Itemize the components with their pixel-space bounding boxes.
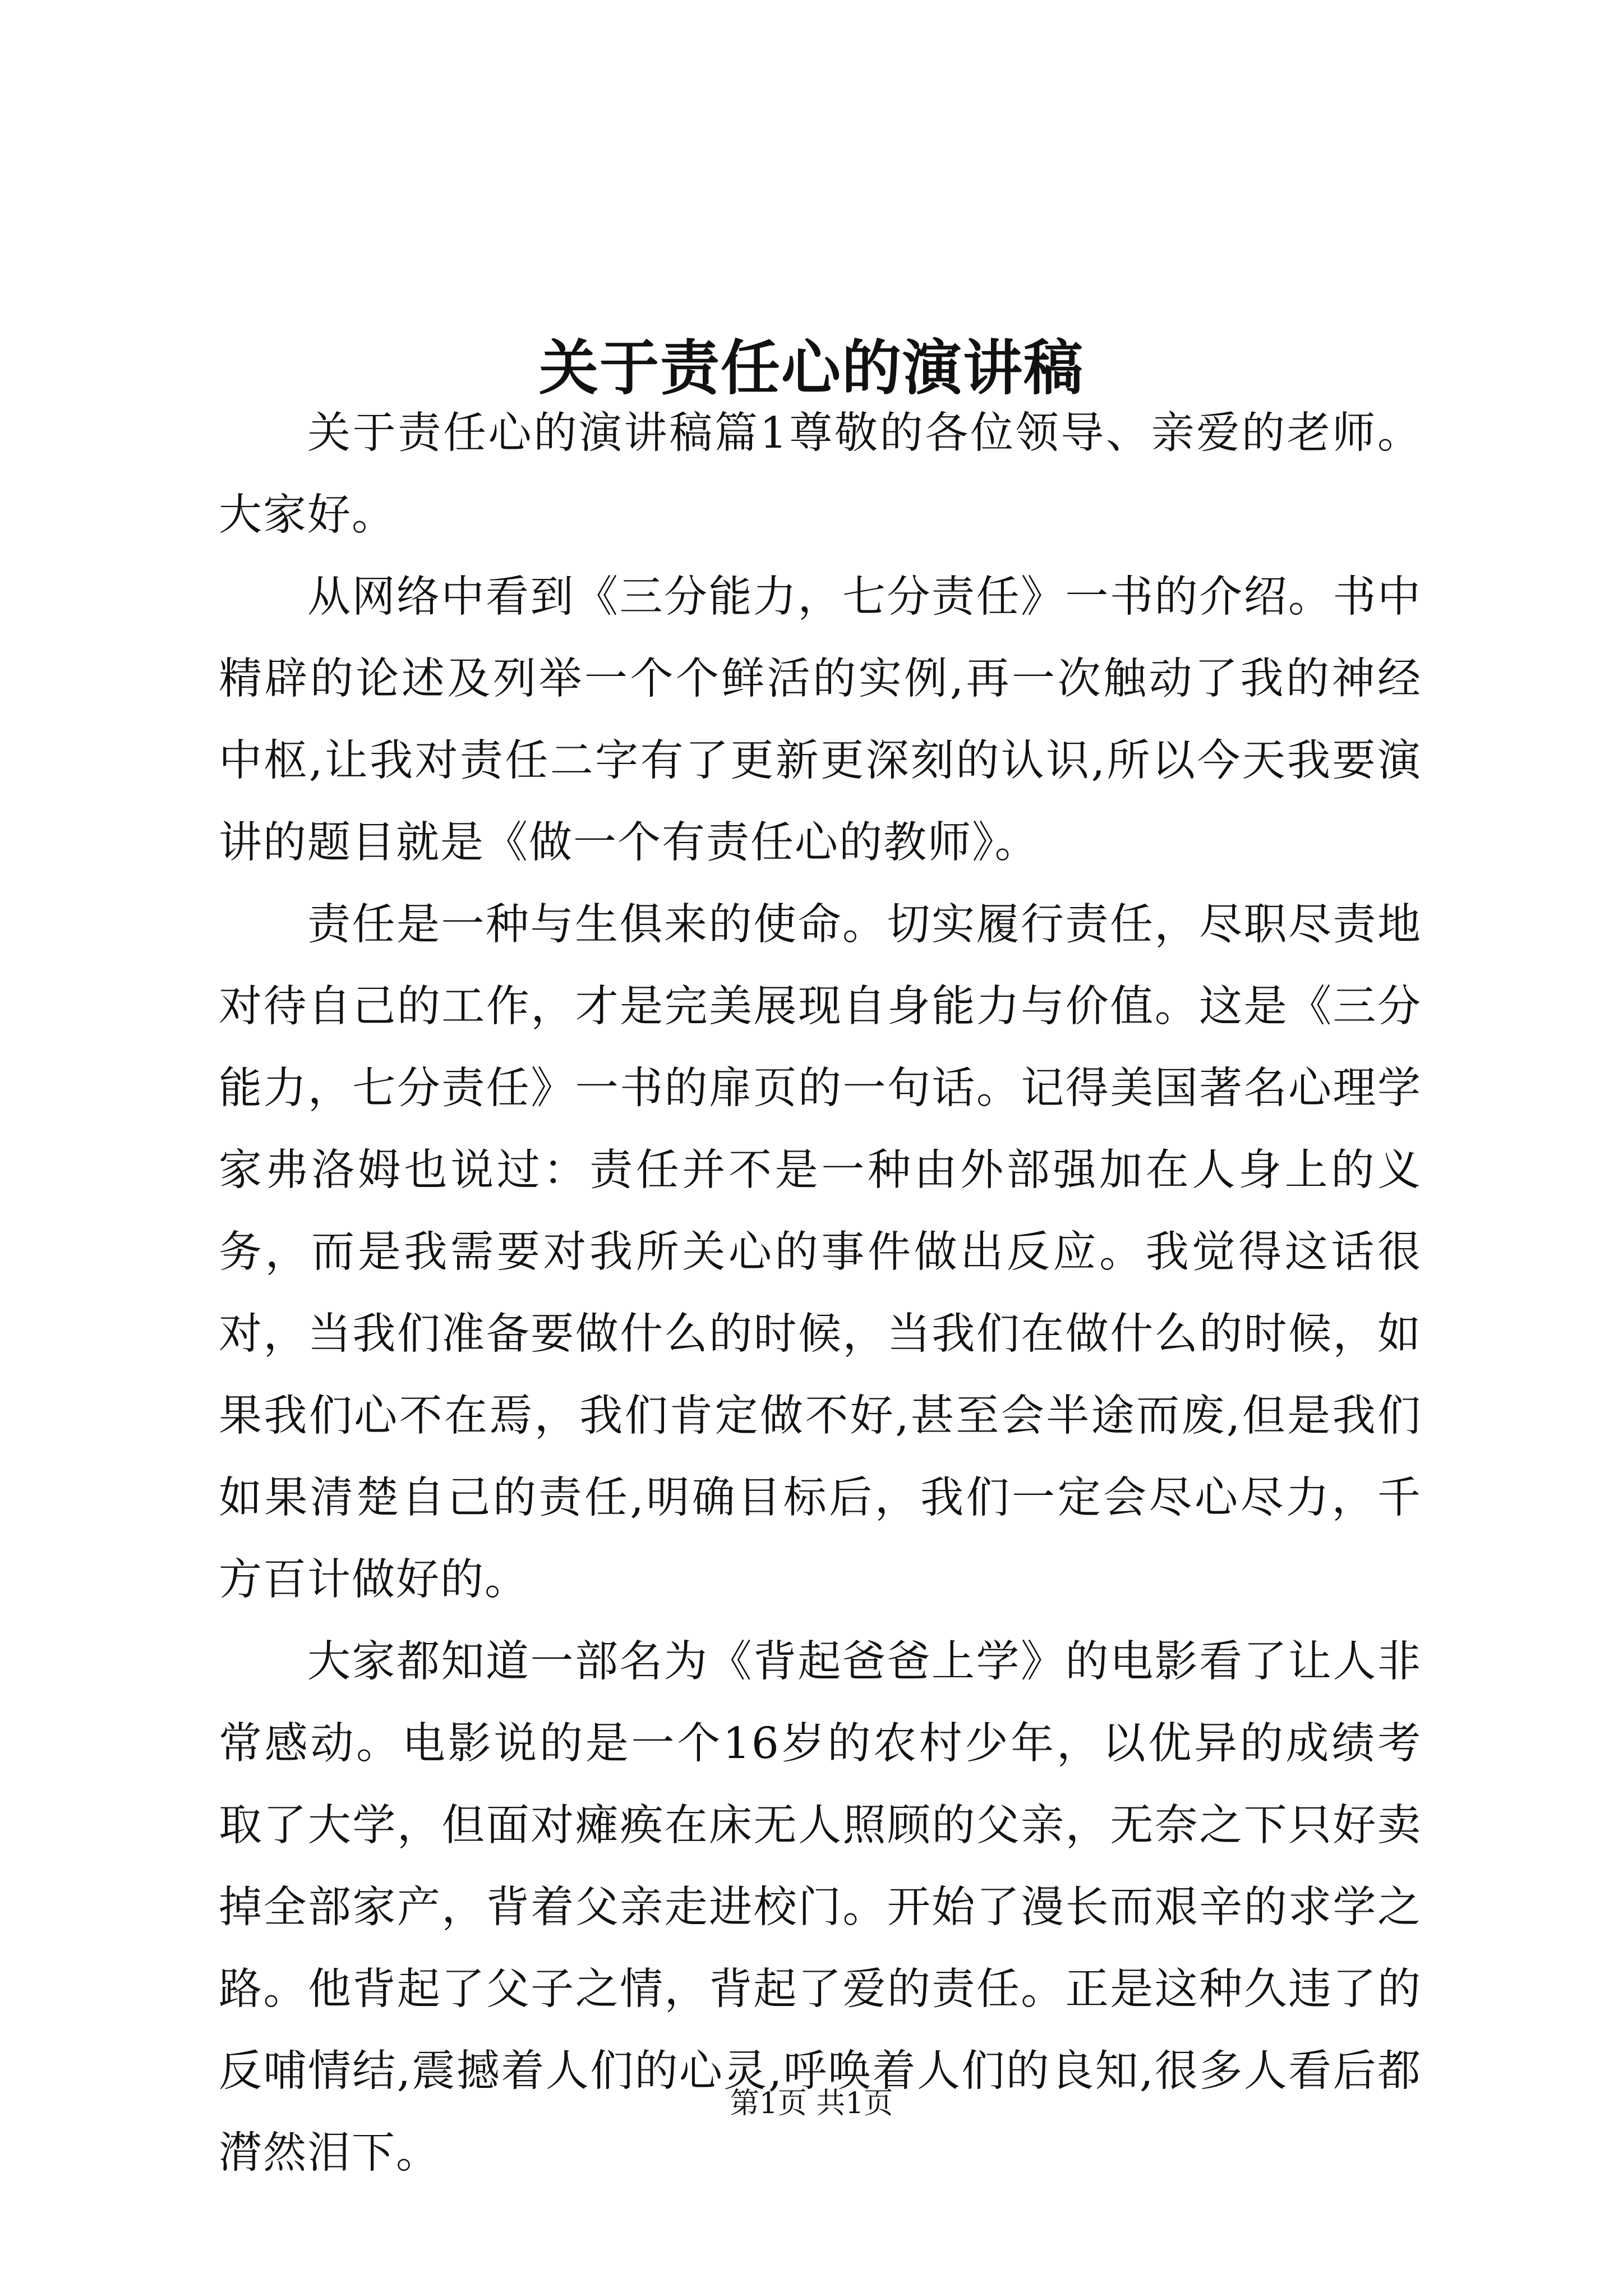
document-body (219, 393, 1422, 2194)
paragraph-3: 责任是一种与生俱来的使命。切实履行责任，尽职尽责地对待自己的工作，才是完美展现自身能力与价值。这是《三分能力，七分责任》一书的扉页的一句话。记得美国著名心理学家弗洛姆也说过：责任并不是一种由外部强加在人身上的义务，而是我需要对我所关心的事件做出反应。我觉得这话很对，当我们准备要做什么的时候，当我们在做什么的时候，如果我们心不在焉，我们肯定做不好,甚至会半途而废,但是我们如果清楚自己的责任,明确目标后，我们一定会尽心尽力，千方百计做好的。 (219, 900, 1422, 1605)
paragraph-2: 从网络中看到《三分能力，七分责任》一书的介绍。书中精辟的论述及列举一个个鲜活的实例,再一次触动了我的神经中枢,让我对责任二字有了更新更深刻的认识,所以今天我要演讲的题目就是《做一个有责任心的教师》。 (219, 572, 1422, 868)
document-title: 关于责任心的演讲稿 (539, 333, 1084, 403)
page-footer: 第1页 共1页 (730, 2087, 893, 2120)
paragraph-4: 大家都知道一部名为《背起爸爸上学》的电影看了让人非常感动。电影说的是一个16岁的农村少年，以优异的成绩考取了大学，但面对瘫痪在床无人照顾的父亲，无奈之下只好卖掉全部家产，背着父亲走进校门。开始了漫长而艰辛的求学之路。他背起了父子之情，背起了爱的责任。正是这种久违了的反哺情结,震撼着人们的心灵,呼唤着人们的良知,很多人看后都潸然泪下。 (219, 1637, 1422, 2178)
paragraph-1: 关于责任心的演讲稿篇1尊敬的各位领导、亲爱的老师。大家好。 (219, 408, 1422, 540)
